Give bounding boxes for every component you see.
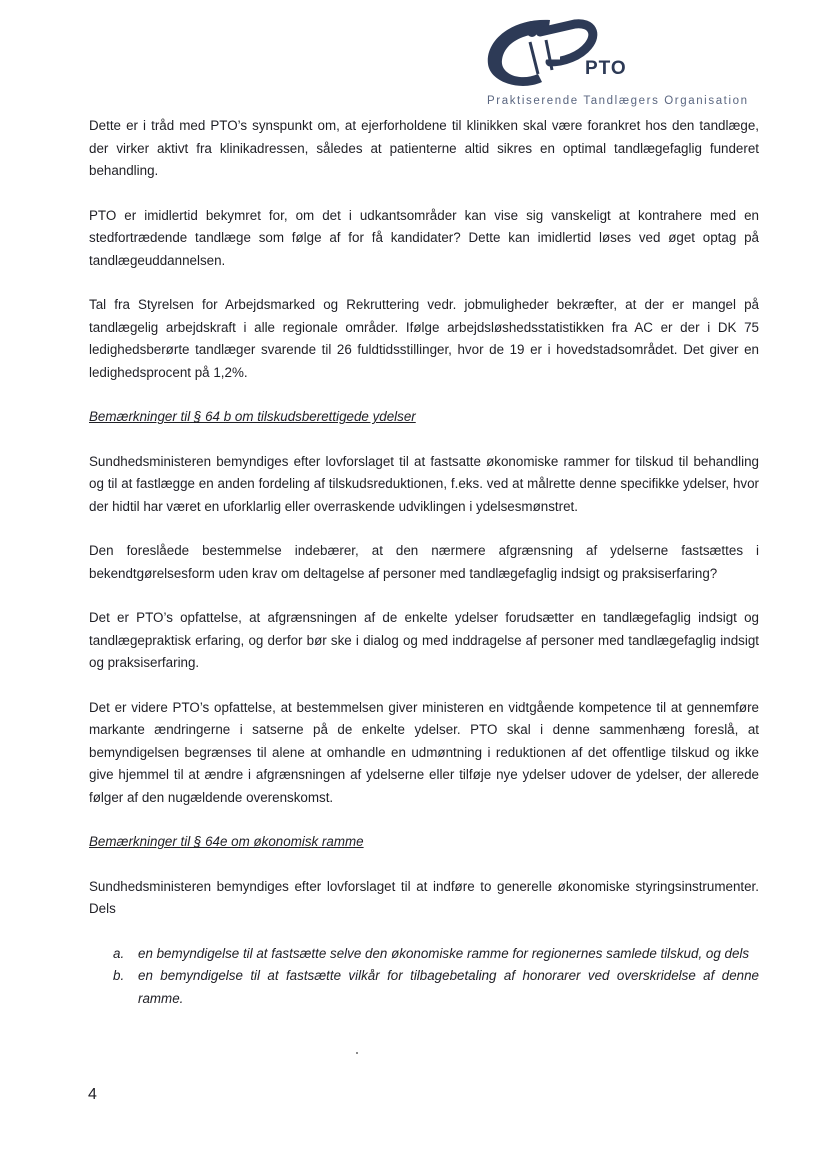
paragraph: Sundhedsministeren bemyndiges efter lovforslaget til at fastsatte økonomiske rammer for tilskud til behandling og til at fastlægge en anden fordeling af tilskudsreduktionen, f.eks. ved at målrette denne specifikke ydelser, hvor der hidtil har været en uforklarlig eller overraskende udviklingen i ydelsesmønstret.	[89, 453, 759, 514]
list-marker: a.	[113, 945, 125, 961]
paragraph: Den foreslåede bestemmelse indebærer, at den nærmere afgrænsning af ydelserne fastsættes i bekendtgørelsesform uden krav om deltagelse af personer med tandlægefaglig indsigt og praksiserfaring?	[89, 543, 759, 581]
pto-logo-icon	[480, 12, 670, 94]
page-number: 4	[88, 1086, 97, 1103]
paragraph: PTO er imidlertid bekymret for, om det i udkantsområder kan vise sig vanskeligt at kontrahere med en stedfortrædende tandlæge som følge af for få kandidater? Dette kan imidlertid løses ved øget optag på tandlægeuddannelsen.	[89, 207, 759, 268]
logo-subtitle: Praktiserende Tandlægers Organisation	[487, 95, 749, 107]
paragraph: Sundhedsministeren bemyndiges efter lovforslaget til at indføre to generelle økonomiske styringsinstrumenter. Dels	[89, 878, 759, 916]
paragraph: Tal fra Styrelsen for Arbejdsmarked og Rekruttering vedr. jobmuligheder bekræfter, at der er mangel på tandlægelig arbejdskraft i alle regionale områder. Ifølge arbejdsløshedsstatistikken fra AC er der i DK 75 ledighedsberørte tandlæger svarende til 26 fuldtidsstillinger, hvor de 19 er i hovedstadsområdet. Det giver en ledighedsprocent på 1,2%.	[89, 297, 759, 380]
list-marker: b.	[113, 968, 125, 983]
list-item-text: en bemyndigelse til at fastsætte selve den økonomiske ramme for regionernes samlede tilskud, og dels	[138, 945, 750, 961]
list-item-text: en bemyndigelse til at fastsætte vilkår for tilbagebetaling af honorarer ved overskridelse af denne ramme.	[138, 968, 759, 1006]
list-item	[89, 943, 759, 966]
logo-text: PTO	[585, 58, 627, 79]
paragraph: Det er PTO’s opfattelse, at afgrænsningen af de enkelte ydelser forudsætter en tandlægefaglig indsigt og tandlægepraktisk erfaring, og derfor bør ske i dialog og med inddragelse af personer med tandlægefaglig indsigt og praksiserfaring.	[89, 610, 759, 670]
list-item	[89, 965, 759, 1010]
document-body	[89, 115, 759, 1010]
paragraph: Dette er i tråd med PTO’s synspunkt om, at ejerforholdene til klinikken skal være forankret hos den tandlæge, der virker aktivt fra klinikadressen, således at patienterne altid sikres en optimal tandlægefaglig funderet behandling.	[89, 118, 759, 178]
lettered-list	[89, 943, 759, 1011]
section-heading: Bemærkninger til § 64 b om tilskudsberettigede ydelser	[89, 409, 416, 424]
stray-dot	[356, 1052, 358, 1054]
section-heading: Bemærkninger til § 64e om økonomisk ramme	[89, 834, 364, 849]
paragraph: Det er videre PTO’s opfattelse, at bestemmelsen giver ministeren en vidtgående kompetence til at gennemføre markante ændringerne i satserne på de enkelte ydelser. PTO skal i denne sammenhæng foreslå, at bemyndigelsen begrænses til alene at omhandle en udmøntning i reduktionen af det offentlige tilskud og ikke give hjemmel til at ændre i afgrænsningen af ydelserne eller tilføje nye ydelser udover de ydelser, der allerede følger af den nugældende overenskomst.	[89, 699, 759, 805]
